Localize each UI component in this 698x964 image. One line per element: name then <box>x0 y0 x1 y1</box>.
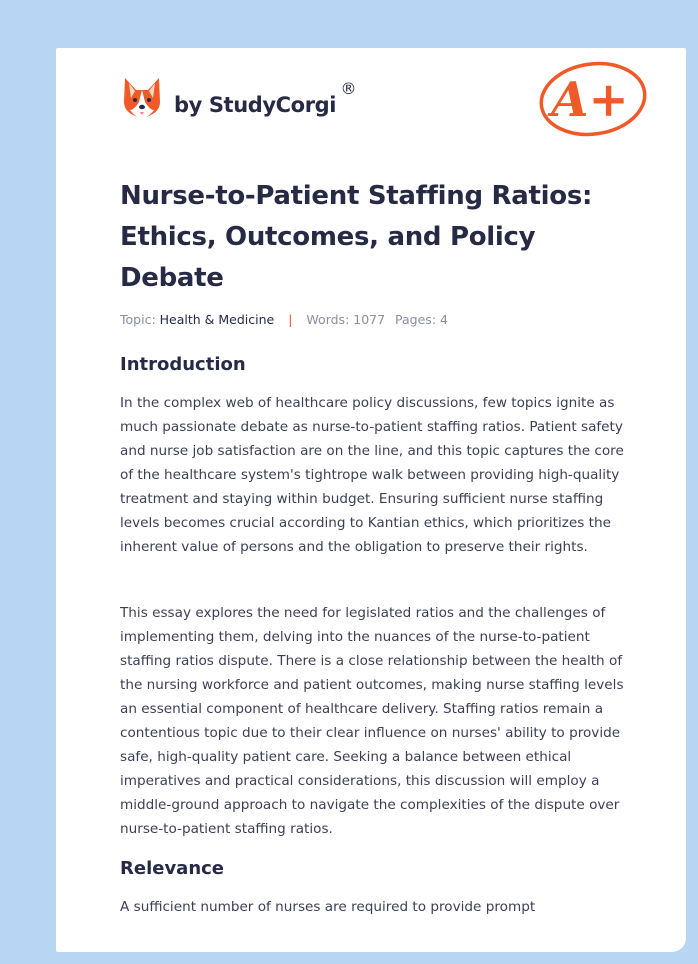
essay-page <box>56 48 686 952</box>
corgi-logo-icon <box>122 76 162 122</box>
intro-paragraph-1: In the complex web of healthcare policy discussions, few topics ignite as much passionate debate as nurse-to-patient staffing ratios. Patient safety and nurse job satisfaction are on the line, and this topic captures the core of the healthcare system's tightrope walk between providing high-quality treatment and staying within budget. Ensuring sufficient nurse staffing levels becomes crucial according to Kantian ethics, which prioritizes the inherent value of persons and the obligation to preserve their rights. <box>120 395 624 555</box>
topic-label: Topic: <box>120 312 156 327</box>
brand-name-text: by StudyCorgi <box>174 93 337 117</box>
section-heading-relevance: Relevance <box>120 858 225 879</box>
grade-text: A+ <box>551 72 629 128</box>
page-count: Pages: 4 <box>395 312 448 327</box>
article-meta <box>120 312 448 327</box>
word-count: Words: 1077 <box>306 312 386 327</box>
grade-badge-icon <box>538 60 648 140</box>
section-heading-introduction: Introduction <box>120 354 246 375</box>
relevance-paragraph-1: A sufficient number of nurses are required to provide prompt <box>120 899 536 915</box>
topic-link[interactable]: Health & Medicine <box>159 312 275 327</box>
brand-name <box>174 79 357 117</box>
brand-logo[interactable] <box>122 76 357 122</box>
meta-separator: | <box>288 312 293 327</box>
registered-mark: ® <box>340 79 357 98</box>
intro-paragraph-2: This essay explores the need for legislated ratios and the challenges of implementing them, delving into the nuances of the nurse-to-patient staffing ratios dispute. There is a close relationship between the health of the nursing workforce and patient outcomes, making nurse staffing levels an essential component of healthcare delivery. Staffing ratios remain a contentious topic due to their clear influence on nurses' ability to provide safe, high-quality patient care. Seeking a balance between ethical imperatives and practical considerations, this discussion will employ a middle-ground approach to navigate the complexities of the dispute over nurse-to-patient staffing ratios. <box>120 605 624 837</box>
page-title: Nurse-to-Patient Staffing Ratios: Ethics, Outcomes, and Policy Debate <box>120 181 593 293</box>
